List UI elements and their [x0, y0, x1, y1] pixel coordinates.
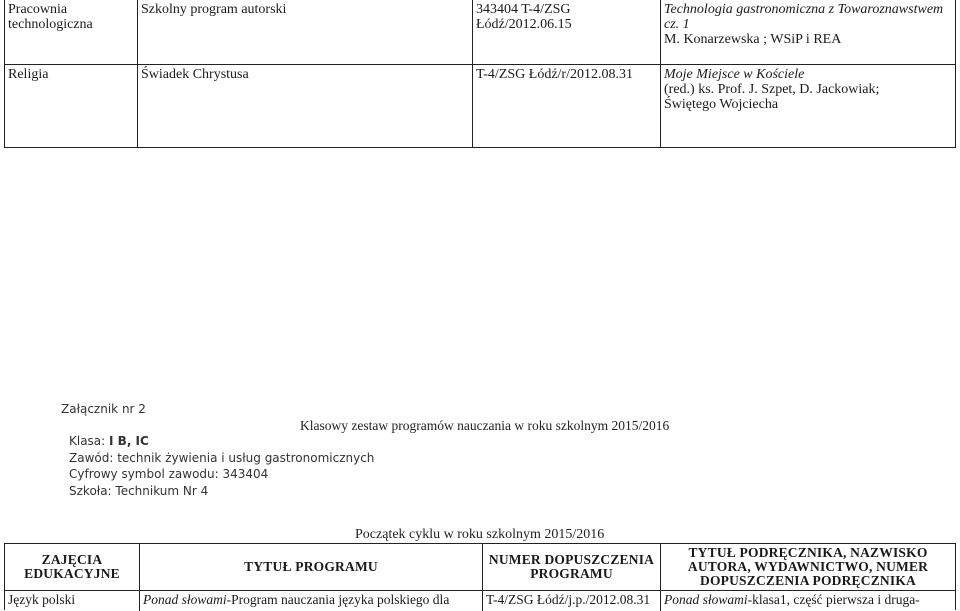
- profession-line: Zawód: technik żywienia i usług gastronomicznych: [69, 450, 375, 465]
- table-cell-textbook: Ponad słowami-klasa1, część pierwsza i druga-: [660, 591, 955, 611]
- table-row: [5, 65, 955, 147]
- table-cell-subject: Religia: [8, 67, 49, 82]
- table-cell-program: Świadek Chrystusa: [137, 65, 472, 147]
- table-cell-subject: Pracownia technologiczna: [8, 2, 93, 32]
- table-row: [5, 0, 955, 65]
- table-cell-program-number: 343404 T-4/ZSG Łódź/2012.06.15: [472, 0, 660, 64]
- curriculum-table-top: [4, 0, 956, 148]
- header-program-number: NUMER DOPUSZCZENIA PROGRAMU: [482, 544, 660, 590]
- header-textbook: TYTUŁ PODRĘCZNIKA, NAZWISKO AUTORA, WYDAWNICTWO, NUMER DOPUSZCZENIA PODRĘCZNIKA: [660, 544, 955, 590]
- table-row: [5, 591, 955, 611]
- symbol-line: Cyfrowy symbol zawodu: 343404: [69, 467, 269, 481]
- table-cell-program: Szkolny program autorski: [137, 0, 472, 64]
- table-cell-program-number: T-4/ZSG Łódź/r/2012.08.31: [472, 65, 660, 147]
- table-header-row: [5, 544, 955, 591]
- set-title: Klasowy zestaw programów nauczania w roku szkolnym 2015/2016: [300, 418, 670, 433]
- table-cell-textbook: Technologia gastronomiczna z Towaroznawstwem cz. 1 M. Konarzewska ; WSiP i REA: [660, 0, 955, 64]
- table-cell-program-number: T-4/ZSG Łódź/j.p./2012.08.31: [482, 591, 660, 611]
- table-cell-subject: Język polski: [8, 592, 76, 607]
- cycle-title: Początek cyklu w roku szkolnym 2015/2016: [355, 527, 605, 542]
- school-line: Szkoła: Technikum Nr 4: [69, 483, 209, 498]
- class-line: Klasa: I B, IC: [69, 434, 149, 448]
- table-cell-program: Ponad słowami-Program nauczania języka polskiego dla: [139, 591, 482, 611]
- class-info: [69, 433, 374, 499]
- curriculum-table-bottom: [4, 543, 956, 610]
- table-cell-textbook: Moje Miejsce w Kościele (red.) ks. Prof. J. Szpet, D. Jackowiak; Świętego Wojciecha: [660, 65, 955, 147]
- header-classes: ZAJĘCIA EDUKACYJNE: [24, 552, 120, 581]
- header-program-title: TYTUŁ PROGRAMU: [139, 544, 482, 590]
- attachment-label: Załącznik nr 2: [61, 402, 146, 416]
